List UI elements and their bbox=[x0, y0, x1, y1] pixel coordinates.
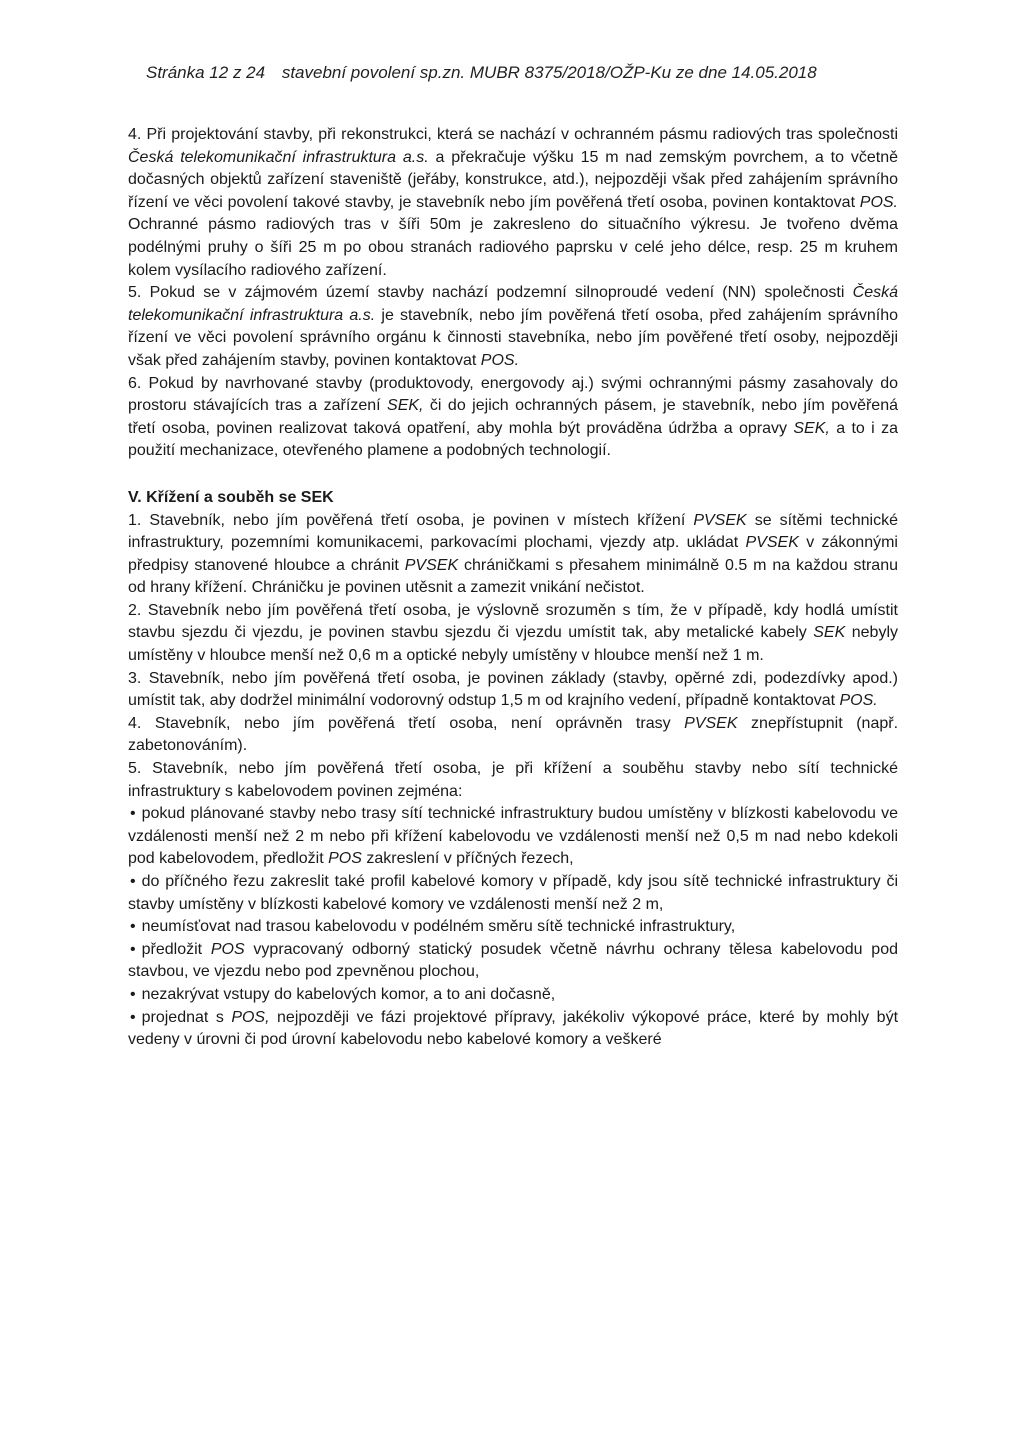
italic-term: SEK bbox=[813, 624, 846, 642]
bullet-icon: • bbox=[130, 918, 136, 936]
text-run: je stavebník, nebo jím pověřená třetí osoba, před zahájením správního řízení ve věci povolení správního orgánu k činnosti stavebníka, nebo jím pověřené třetí osoby, nejpozději však před zahájením stavby, povinen kontaktovat bbox=[128, 306, 898, 369]
italic-term: SEK, bbox=[793, 419, 830, 437]
bullet-item bbox=[128, 803, 898, 871]
text-run: a překračuje výšku 15 m nad zemským povrchem, a to včetně dočasných objektů zařízení staveniště (jeřáby, konstrukce, atd.), nejpozději však před zahájením správního řízení ve věci povolení takové stavby, je stavebník nebo jím pověřená třetí osoba, povinen kontaktovat bbox=[128, 148, 898, 211]
numbered-paragraph bbox=[128, 713, 898, 758]
numbered-paragraph bbox=[128, 282, 898, 372]
section-v-items bbox=[128, 510, 898, 804]
bullet-list bbox=[128, 803, 898, 1052]
text-run: zakreslení v příčných řezech, bbox=[361, 850, 574, 868]
text-run: předložit bbox=[141, 940, 211, 958]
text-run: pokud plánované stavby nebo trasy sítí technické infrastruktury budou umístěny v blízkosti kabelovodu ve vzdálenosti menší než 2 m nebo při křížení kabelovodu ve vzdálenosti menší než 0,5 m nad nebo kdekoli pod kabelovodem, předložit bbox=[128, 805, 898, 868]
document-reference: stavební povolení sp.zn. MUBR 8375/2018/OŽP-Ku ze dne 14.05.2018 bbox=[281, 63, 817, 82]
italic-term: PVSEK bbox=[684, 714, 738, 732]
numbered-paragraph bbox=[128, 124, 898, 282]
bullet-icon: • bbox=[130, 1008, 136, 1026]
italic-term: POS. bbox=[859, 193, 898, 211]
text-run: do příčného řezu zakreslit také profil kabelové komory v případě, kdy jsou sítě technické infrastruktury či stavby umístěny v blízkosti kabelové komory ve vzdálenosti menší než 2 m, bbox=[128, 873, 898, 913]
text-run: neumísťovat nad trasou kabelovodu v podélném směru sítě technické infrastruktury, bbox=[141, 918, 736, 936]
italic-term: POS. bbox=[839, 692, 878, 710]
text-run: 5. Pokud se v zájmovém území stavby nachází podzemní silnoproudé vedení (NN) společnosti bbox=[128, 284, 853, 302]
numbered-paragraph bbox=[128, 600, 898, 668]
text-run: 2. Stavebník nebo jím pověřená třetí osoba, je výslovně srozuměn s tím, že v případě, kdy hodlá umístit stavbu sjezdu či vjezdu, je povinen stavbu sjezdu či vjezdu umístit tak, aby metalické kabely bbox=[128, 601, 898, 642]
bullet-icon: • bbox=[130, 805, 136, 823]
italic-term: POS bbox=[210, 940, 245, 958]
italic-term: Česká telekomunikační infrastruktura a.s. bbox=[128, 284, 898, 324]
text-run: v zákonnými předpisy stanovené hloubce a chránit bbox=[128, 534, 898, 574]
text-run: a to i za použití mechanizace, otevřeného plamene a podobných technologií. bbox=[128, 419, 899, 460]
bullet-icon: • bbox=[130, 873, 136, 890]
numbered-paragraph bbox=[128, 758, 898, 803]
section-iv-items bbox=[128, 124, 898, 463]
bullet-item bbox=[128, 939, 898, 984]
bullet-icon: • bbox=[130, 940, 136, 958]
text-run: 6. Pokud by navrhované stavby (produktovody, energovody aj.) svými ochrannými pásmy zasahovaly do prostoru stávajících tras a zařízení bbox=[128, 374, 898, 415]
numbered-paragraph bbox=[128, 510, 898, 600]
text-run: nebyly umístěny v hloubce menší než 0,6 m a optické nebyly umístěny v hloubce menší než 1 m. bbox=[128, 624, 899, 665]
text-run: 4. Při projektování stavby, při rekonstrukci, která se nachází v ochranném pásmu radiových tras společnosti bbox=[128, 126, 898, 143]
text-run: Ochranné pásmo radiových tras v šíři 50m je zakresleno do situačního výkresu. Je tvořeno dvěma podélnými pruhy o šíři 25 m po obou stranách radiového paprsku v celé jeho délce, resp. 25 m kruhem kolem vysílacího radiového zařízení. bbox=[128, 216, 898, 279]
text-run: projednat s bbox=[141, 1008, 232, 1026]
bullet-item bbox=[128, 1007, 898, 1052]
italic-term: PVSEK bbox=[404, 556, 459, 574]
bullet-item bbox=[128, 984, 898, 1007]
italic-term: POS, bbox=[231, 1008, 270, 1026]
numbered-paragraph bbox=[128, 668, 898, 713]
text-run: znepřístupnit (např. zabetonováním). bbox=[128, 714, 899, 755]
bullet-item bbox=[128, 871, 898, 916]
text-run: nezakrývat vstupy do kabelových komor, a to ani dočasně, bbox=[141, 985, 556, 1003]
text-run: chráničkami s přesahem minimálně 0.5 m na každou stranu od hrany křížení. Chráničku je povinen utěsnit a zamezit vnikání nečistot. bbox=[128, 556, 898, 597]
bullet-icon: • bbox=[130, 985, 136, 1003]
italic-term: PVSEK bbox=[693, 511, 747, 529]
bullet-item bbox=[128, 916, 898, 939]
text-run: se sítěmi technické infrastruktury, pozemními komunikacemi, parkovacími plochami, vjezdy atp. ukládat bbox=[128, 511, 899, 552]
page-header bbox=[146, 63, 829, 83]
italic-term: Česká telekomunikační infrastruktura a.s. bbox=[128, 148, 429, 166]
text-run: 4. Stavebník, nebo jím pověřená třetí osoba, není oprávněn trasy bbox=[128, 714, 685, 732]
text-run: vypracovaný odborný statický posudek včetně návrhu ochrany tělesa kabelovodu pod stavbou, ve vjezdu nebo pod zpevněnou plochou, bbox=[128, 940, 899, 981]
text-run: 5. Stavebník, nebo jím pověřená třetí osoba, je při křížení a souběhu stavby nebo sítí technické infrastruktury s kabelovodem povinen zejména: bbox=[128, 760, 898, 800]
numbered-paragraph bbox=[128, 373, 898, 463]
italic-term: POS bbox=[328, 850, 362, 868]
italic-term: SEK, bbox=[387, 397, 424, 415]
text-run: 3. Stavebník, nebo jím pověřená třetí osoba, je povinen základy (stavby, opěrné zdi, podezdívky apod.) umístit tak, aby dodržel minimální vodorovný odstup 1,5 m od krajního vedení, případně kontaktovat bbox=[128, 669, 898, 710]
text-run: nejpozději ve fázi projektové přípravy, jakékoliv výkopové práce, které by mohly být vedeny v úrovni či pod úrovní kabelovodu nebo kabelové komory a veškeré bbox=[128, 1008, 899, 1049]
text-run: či do jejich ochranných pásem, je stavebník, nebo jím pověřená třetí osoba, povinen realizovat taková opatření, aby mohla být prováděna údržba a opravy bbox=[128, 397, 898, 437]
document-body bbox=[128, 124, 898, 1052]
page-number: Stránka 12 z 24 bbox=[146, 63, 266, 82]
italic-term: POS. bbox=[480, 351, 520, 369]
section-v-heading: V. Křížení a souběh se SEK bbox=[128, 488, 334, 506]
italic-term: PVSEK bbox=[745, 534, 799, 552]
text-run: 1. Stavebník, nebo jím pověřená třetí osoba, je povinen v místech křížení bbox=[128, 511, 694, 529]
